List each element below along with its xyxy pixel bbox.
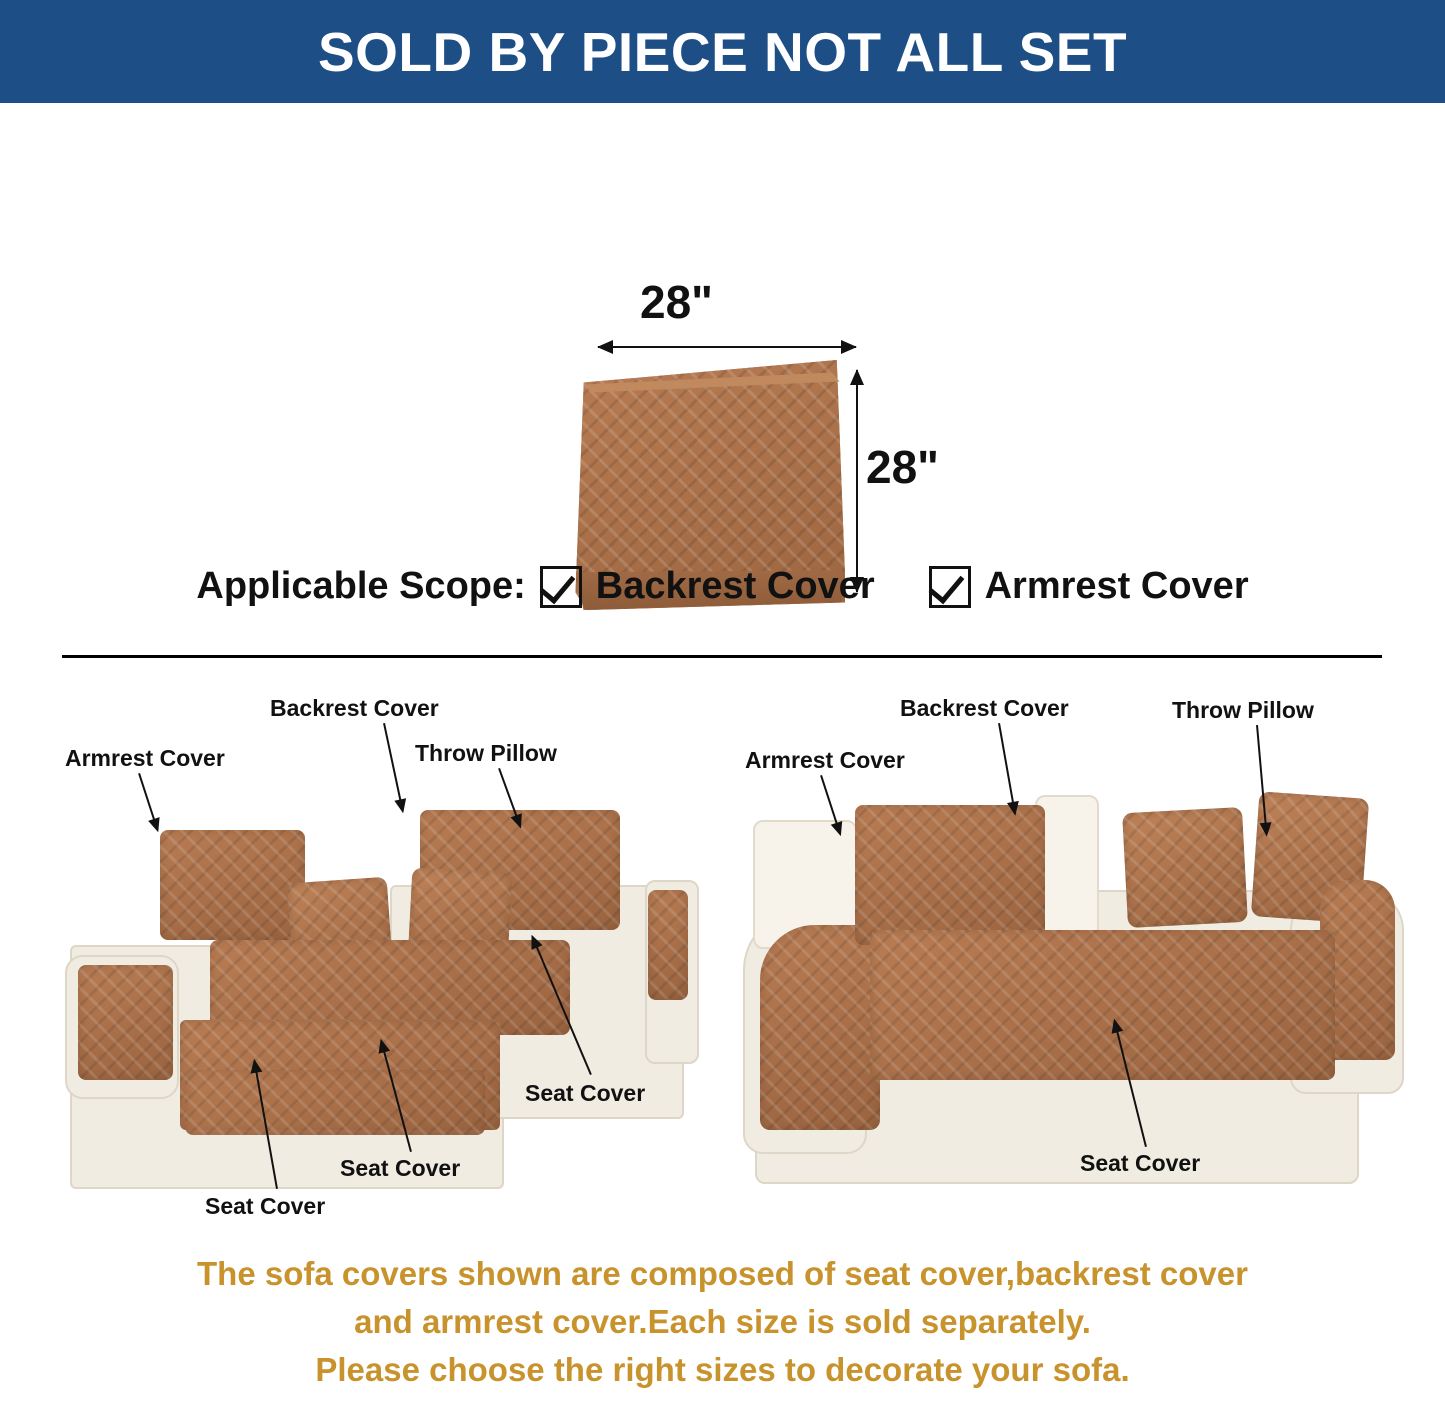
- bottom-note: [0, 1250, 1445, 1394]
- note-line-1: The sofa covers shown are composed of seat cover,backrest cover: [197, 1255, 1248, 1292]
- note-line-3: Please choose the right sizes to decorate your sofa.: [315, 1350, 1130, 1388]
- note-line-2: and armrest cover.Each size is sold separately.: [354, 1302, 1091, 1340]
- callout-standard-backrest-cover: Backrest Cover: [900, 695, 1069, 721]
- double-arrow-vertical-icon: [856, 370, 858, 592]
- sectional-backrest-cover-left: [160, 830, 305, 940]
- standard-seat-cover: [870, 930, 1335, 1080]
- dimension-diagram: [0, 120, 1445, 520]
- applicable-scope: [0, 565, 1445, 608]
- applicable-scope-title: Applicable Scope:: [196, 565, 526, 607]
- sofa-illustrations: [0, 665, 1445, 1225]
- sectional-armrest-cover: [78, 965, 173, 1080]
- callout-sectional-seat-cover-chaise: Seat Cover: [340, 1155, 461, 1181]
- callout-standard-throw-pillow: Throw Pillow: [1172, 697, 1314, 723]
- callout-sectional-backrest-cover: Backrest Cover: [270, 695, 439, 721]
- top-banner: [0, 0, 1445, 103]
- callout-sectional-throw-pillow: Throw Pillow: [415, 740, 557, 766]
- checkbox-armrest-cover[interactable]: [929, 566, 971, 608]
- callout-sectional-armrest-cover: Armrest Cover: [65, 745, 225, 771]
- callout-standard-seat-cover: Seat Cover: [1080, 1150, 1201, 1176]
- height-dimension-label: 28": [866, 441, 939, 493]
- sectional-right-armrest-cover: [648, 890, 688, 1000]
- checkbox-backrest-cover[interactable]: [540, 566, 582, 608]
- standard-armrest-cover: [760, 925, 880, 1130]
- callout-sectional-seat-cover-left: Seat Cover: [205, 1193, 326, 1219]
- standard-throw-pillow-1: [1122, 807, 1248, 928]
- width-dimension-label: 28": [640, 276, 713, 328]
- scope-option-armrest-label: Armrest Cover: [984, 565, 1249, 607]
- callout-standard-armrest-cover: Armrest Cover: [745, 747, 905, 773]
- banner-title: SOLD BY PIECE NOT ALL SET: [317, 20, 1128, 83]
- section-divider: [62, 655, 1382, 658]
- sectional-seat-cover-chaise-skirt: [185, 1070, 485, 1135]
- callout-sectional-seat-cover-main: Seat Cover: [525, 1080, 646, 1106]
- scope-option-backrest-label: Backrest Cover: [595, 565, 875, 607]
- double-arrow-horizontal-icon: [598, 346, 856, 348]
- standard-backrest-cover: [855, 805, 1045, 945]
